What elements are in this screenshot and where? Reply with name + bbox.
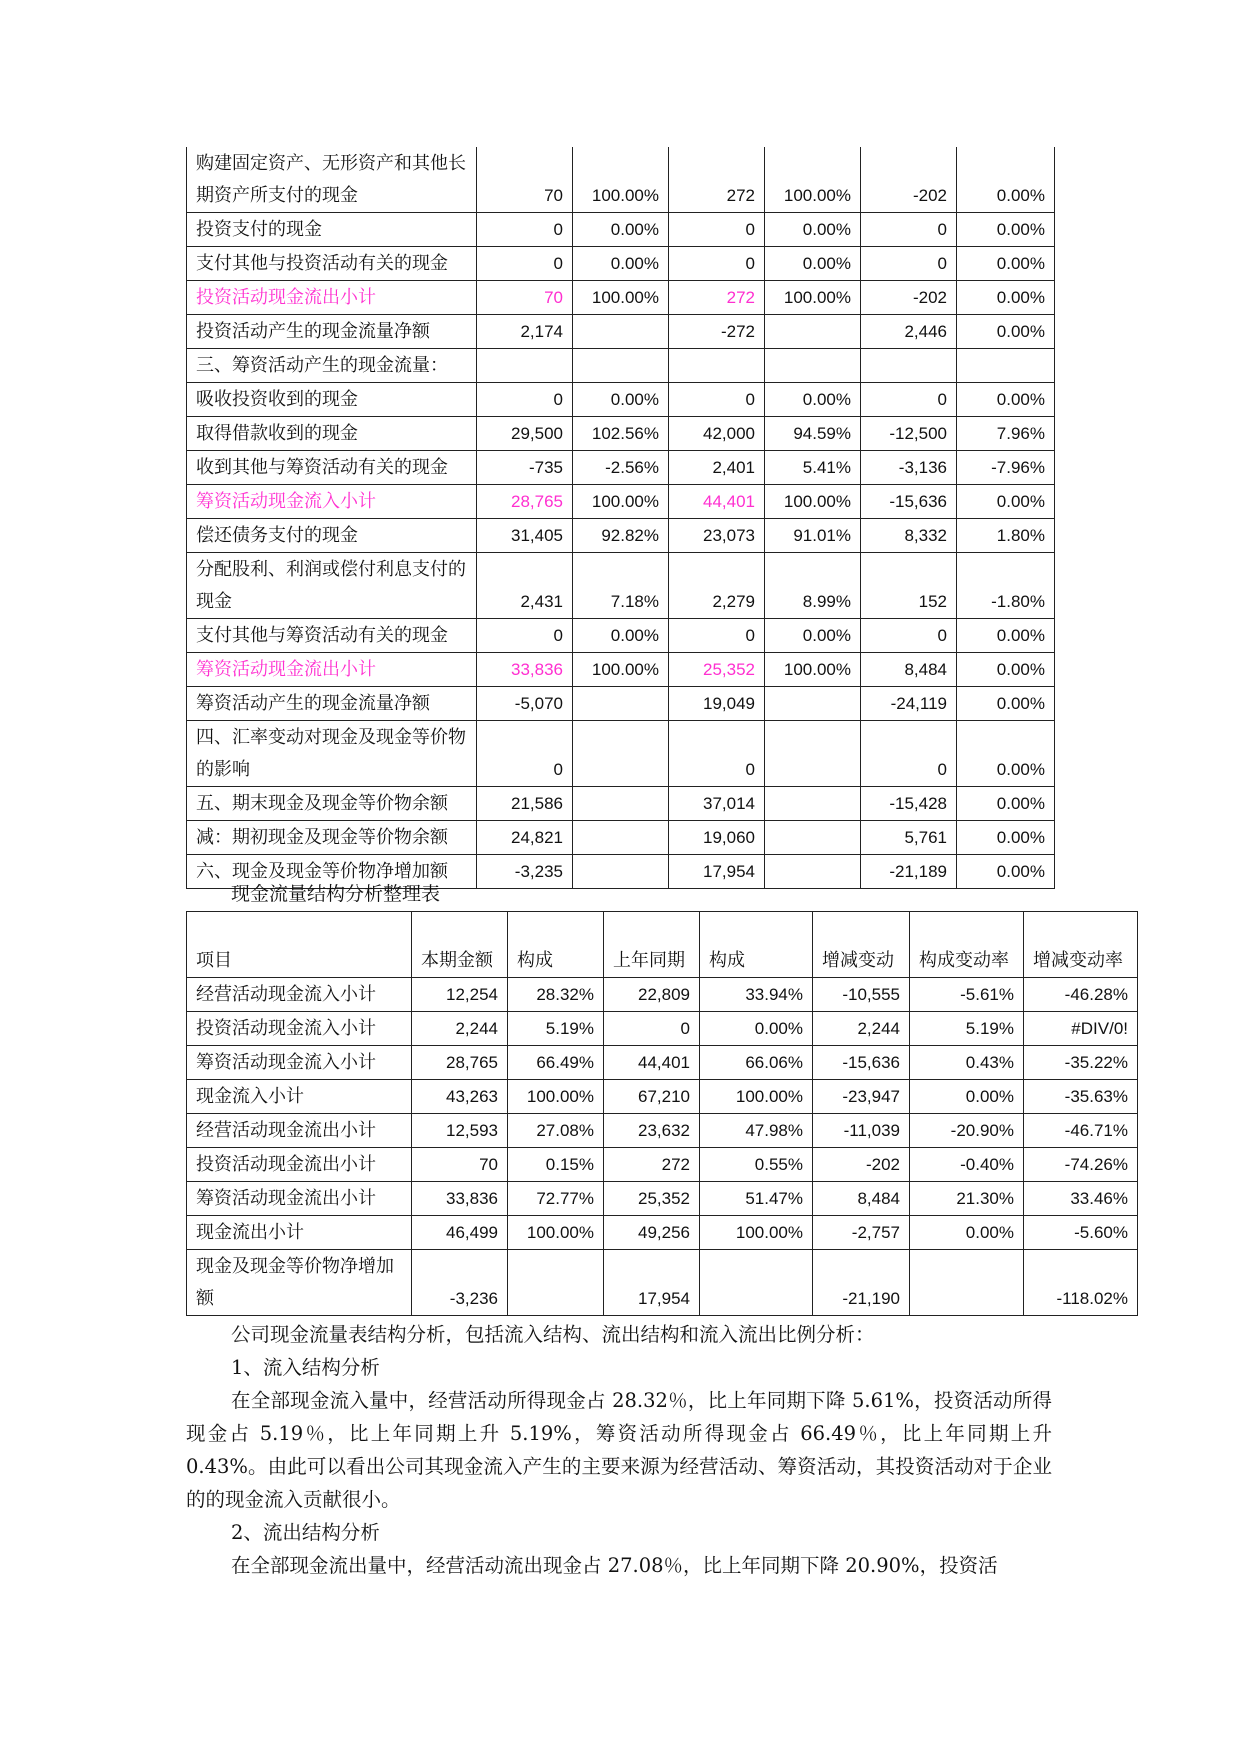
- current-amount-cell: 28,765: [412, 1046, 508, 1080]
- current-percent-cell: 100.00%: [573, 147, 669, 213]
- table-row: [187, 1250, 1138, 1316]
- row-label: 筹资活动产生的现金流量净额: [187, 687, 477, 721]
- current-percent-cell: 0.00%: [573, 247, 669, 281]
- table-row: [187, 519, 1055, 553]
- prior-amount-cell: 49,256: [604, 1216, 700, 1250]
- prior-percent-cell: [700, 1250, 813, 1316]
- structure-change-cell: 0.00%: [910, 1216, 1024, 1250]
- prior-amount-cell: 37,014: [669, 787, 765, 821]
- prior-percent-cell: 0.00%: [700, 1012, 813, 1046]
- current-amount-cell: 2,431: [477, 553, 573, 619]
- change-amount-cell: 8,484: [813, 1182, 910, 1216]
- prior-amount-cell: 23,073: [669, 519, 765, 553]
- current-amount-cell: -5,070: [477, 687, 573, 721]
- change-percent-cell: [957, 349, 1055, 383]
- change-percent-cell: 0.00%: [957, 383, 1055, 417]
- change-amount-cell: -15,636: [813, 1046, 910, 1080]
- current-percent-cell: [573, 721, 669, 787]
- current-percent-cell: 0.15%: [508, 1148, 604, 1182]
- col-header-item: 项目: [187, 912, 412, 978]
- structure-change-cell: -20.90%: [910, 1114, 1024, 1148]
- prior-percent-cell: [765, 787, 861, 821]
- change-amount-cell: 152: [861, 553, 957, 619]
- current-amount-cell: 0: [477, 247, 573, 281]
- prior-amount-cell: 0: [604, 1012, 700, 1046]
- prior-percent-cell: 91.01%: [765, 519, 861, 553]
- current-percent-cell: 100.00%: [508, 1216, 604, 1250]
- current-amount-cell: 0: [477, 619, 573, 653]
- col-header-current-amount: 本期金额: [412, 912, 508, 978]
- current-amount-cell: 70: [477, 281, 573, 315]
- row-label: 取得借款收到的现金: [187, 417, 477, 451]
- change-amount-cell: -2,757: [813, 1216, 910, 1250]
- section-heading-outflow: 2、流出结构分析: [231, 1521, 380, 1544]
- change-percent-cell: 0.00%: [957, 485, 1055, 519]
- row-label: 现金流出小计: [187, 1216, 412, 1250]
- prior-amount-cell: 42,000: [669, 417, 765, 451]
- section-heading-inflow: 1、流入结构分析: [231, 1356, 380, 1379]
- prior-amount-cell: 2,401: [669, 451, 765, 485]
- current-percent-cell: 28.32%: [508, 978, 604, 1012]
- row-label: 支付其他与筹资活动有关的现金: [187, 619, 477, 653]
- col-header-prior-period: 上年同期: [604, 912, 700, 978]
- change-percent-cell: 1.80%: [957, 519, 1055, 553]
- change-percent-cell: 0.00%: [957, 315, 1055, 349]
- prior-amount-cell: 22,809: [604, 978, 700, 1012]
- change-amount-cell: -3,136: [861, 451, 957, 485]
- prior-percent-cell: 100.00%: [765, 281, 861, 315]
- outflow-paragraph: 在全部现金流出量中，经营活动流出现金占 27.08％，比上年同期下降 20.90%，投资活: [231, 1554, 998, 1577]
- row-label: 四、汇率变动对现金及现金等价物的影响: [187, 721, 477, 787]
- table-row: [187, 315, 1055, 349]
- table-row: [187, 1148, 1138, 1182]
- current-percent-cell: 72.77%: [508, 1182, 604, 1216]
- change-percent-cell: 0.00%: [957, 653, 1055, 687]
- current-amount-cell: 2,174: [477, 315, 573, 349]
- current-percent-cell: 27.08%: [508, 1114, 604, 1148]
- structure-change-cell: -5.61%: [910, 978, 1024, 1012]
- prior-amount-cell: 44,401: [669, 485, 765, 519]
- prior-percent-cell: [765, 349, 861, 383]
- current-percent-cell: [573, 787, 669, 821]
- table-row: [187, 687, 1055, 721]
- change-percent-cell: 0.00%: [957, 855, 1055, 889]
- row-label: 现金流入小计: [187, 1080, 412, 1114]
- prior-percent-cell: 100.00%: [765, 653, 861, 687]
- change-amount-cell: -202: [813, 1148, 910, 1182]
- change-amount-cell: -24,119: [861, 687, 957, 721]
- table-row: [187, 417, 1055, 451]
- change-amount-cell: 2,446: [861, 315, 957, 349]
- table-row: [187, 619, 1055, 653]
- prior-percent-cell: [765, 315, 861, 349]
- prior-amount-cell: 19,049: [669, 687, 765, 721]
- table-row: [187, 653, 1055, 687]
- current-amount-cell: 33,836: [477, 653, 573, 687]
- table-row: [187, 247, 1055, 281]
- current-percent-cell: [508, 1250, 604, 1316]
- prior-percent-cell: [765, 721, 861, 787]
- change-amount-cell: 0: [861, 721, 957, 787]
- table-row: [187, 1046, 1138, 1080]
- row-label: 减：期初现金及现金等价物余额: [187, 821, 477, 855]
- prior-amount-cell: 25,352: [669, 653, 765, 687]
- change-amount-cell: -15,428: [861, 787, 957, 821]
- current-percent-cell: [573, 349, 669, 383]
- table-row: [187, 1114, 1138, 1148]
- prior-amount-cell: 17,954: [669, 855, 765, 889]
- prior-percent-cell: 100.00%: [700, 1216, 813, 1250]
- row-label: 收到其他与筹资活动有关的现金: [187, 451, 477, 485]
- change-amount-cell: -15,636: [861, 485, 957, 519]
- prior-amount-cell: 0: [669, 247, 765, 281]
- change-rate-cell: -118.02%: [1024, 1250, 1138, 1316]
- current-percent-cell: 5.19%: [508, 1012, 604, 1046]
- current-amount-cell: 21,586: [477, 787, 573, 821]
- table-row: [187, 553, 1055, 619]
- change-rate-cell: #DIV/0!: [1024, 1012, 1138, 1046]
- current-amount-cell: 0: [477, 383, 573, 417]
- change-percent-cell: 0.00%: [957, 687, 1055, 721]
- current-amount-cell: -735: [477, 451, 573, 485]
- change-rate-cell: -5.60%: [1024, 1216, 1138, 1250]
- prior-amount-cell: 44,401: [604, 1046, 700, 1080]
- prior-percent-cell: 94.59%: [765, 417, 861, 451]
- row-label: 偿还债务支付的现金: [187, 519, 477, 553]
- change-percent-cell: 0.00%: [957, 619, 1055, 653]
- change-amount-cell: 8,332: [861, 519, 957, 553]
- prior-percent-cell: 47.98%: [700, 1114, 813, 1148]
- change-amount-cell: [861, 349, 957, 383]
- row-label: 投资活动产生的现金流量净额: [187, 315, 477, 349]
- current-percent-cell: -2.56%: [573, 451, 669, 485]
- prior-percent-cell: 51.47%: [700, 1182, 813, 1216]
- change-amount-cell: 0: [861, 213, 957, 247]
- change-percent-cell: -1.80%: [957, 553, 1055, 619]
- current-amount-cell: 0: [477, 721, 573, 787]
- prior-amount-cell: 272: [604, 1148, 700, 1182]
- prior-percent-cell: [765, 855, 861, 889]
- analysis-text: [186, 1318, 1052, 1582]
- prior-percent-cell: 0.00%: [765, 619, 861, 653]
- change-amount-cell: 2,244: [813, 1012, 910, 1046]
- current-percent-cell: 102.56%: [573, 417, 669, 451]
- table-row: [187, 1182, 1138, 1216]
- current-percent-cell: 0.00%: [573, 213, 669, 247]
- row-label: 投资活动现金流出小计: [187, 281, 477, 315]
- cash-flow-statement-table: [186, 147, 1055, 889]
- current-amount-cell: 70: [477, 147, 573, 213]
- change-amount-cell: -202: [861, 147, 957, 213]
- current-percent-cell: [573, 821, 669, 855]
- table-row: [187, 485, 1055, 519]
- change-amount-cell: 0: [861, 247, 957, 281]
- current-amount-cell: 31,405: [477, 519, 573, 553]
- structure-change-cell: 0.43%: [910, 1046, 1024, 1080]
- row-label: 三、筹资活动产生的现金流量：: [187, 349, 477, 383]
- table-row: [187, 147, 1055, 213]
- prior-amount-cell: 19,060: [669, 821, 765, 855]
- prior-amount-cell: 0: [669, 721, 765, 787]
- current-percent-cell: 100.00%: [573, 485, 669, 519]
- change-percent-cell: 0.00%: [957, 213, 1055, 247]
- inflow-paragraph: 在全部现金流入量中，经营活动所得现金占 28.32％，比上年同期下降 5.61%，投资活动所得现金占 5.19％，比上年同期上升 5.19%，筹资活动所得现金占 66.49％，比上年同期上升 0.43%。由此可以看出公司其现金流入产生的主要来源为经营活动、筹资活动，其投资活动对于企业的的现金流入贡献很小。: [186, 1389, 1052, 1511]
- prior-amount-cell: 25,352: [604, 1182, 700, 1216]
- row-label: 经营活动现金流出小计: [187, 1114, 412, 1148]
- current-percent-cell: [573, 315, 669, 349]
- structure-change-cell: 5.19%: [910, 1012, 1024, 1046]
- change-rate-cell: -74.26%: [1024, 1148, 1138, 1182]
- current-percent-cell: 100.00%: [508, 1080, 604, 1114]
- current-amount-cell: -3,236: [412, 1250, 508, 1316]
- table-row: [187, 1080, 1138, 1114]
- current-percent-cell: 92.82%: [573, 519, 669, 553]
- change-percent-cell: 0.00%: [957, 721, 1055, 787]
- table-row: [187, 451, 1055, 485]
- row-label: 经营活动现金流入小计: [187, 978, 412, 1012]
- prior-percent-cell: 0.00%: [765, 213, 861, 247]
- prior-percent-cell: 66.06%: [700, 1046, 813, 1080]
- current-amount-cell: 33,836: [412, 1182, 508, 1216]
- change-rate-cell: -35.63%: [1024, 1080, 1138, 1114]
- structure-change-cell: -0.40%: [910, 1148, 1024, 1182]
- prior-percent-cell: 33.94%: [700, 978, 813, 1012]
- row-label: 投资活动现金流出小计: [187, 1148, 412, 1182]
- table-row: [187, 721, 1055, 787]
- table-row: [187, 349, 1055, 383]
- current-amount-cell: -3,235: [477, 855, 573, 889]
- row-label: 购建固定资产、无形资产和其他长期资产所支付的现金: [187, 147, 477, 213]
- prior-percent-cell: 0.00%: [765, 247, 861, 281]
- row-label: 投资支付的现金: [187, 213, 477, 247]
- current-percent-cell: 100.00%: [573, 653, 669, 687]
- prior-percent-cell: [765, 687, 861, 721]
- row-label: 现金及现金等价物净增加额: [187, 1250, 412, 1316]
- current-percent-cell: [573, 687, 669, 721]
- change-percent-cell: 0.00%: [957, 787, 1055, 821]
- current-amount-cell: 46,499: [412, 1216, 508, 1250]
- prior-percent-cell: 0.00%: [765, 383, 861, 417]
- table-header-row: [187, 912, 1138, 978]
- current-amount-cell: 24,821: [477, 821, 573, 855]
- change-percent-cell: 0.00%: [957, 147, 1055, 213]
- row-label: 筹资活动现金流出小计: [187, 653, 477, 687]
- prior-percent-cell: 100.00%: [765, 147, 861, 213]
- col-header-current-composition: 构成: [508, 912, 604, 978]
- prior-percent-cell: 0.55%: [700, 1148, 813, 1182]
- current-amount-cell: [477, 349, 573, 383]
- current-amount-cell: 43,263: [412, 1080, 508, 1114]
- current-amount-cell: 70: [412, 1148, 508, 1182]
- change-rate-cell: -35.22%: [1024, 1046, 1138, 1080]
- row-label: 六、现金及现金等价物净增加额: [187, 855, 477, 889]
- row-label: 五、期末现金及现金等价物余额: [187, 787, 477, 821]
- change-amount-cell: -21,189: [861, 855, 957, 889]
- current-percent-cell: 66.49%: [508, 1046, 604, 1080]
- prior-percent-cell: 100.00%: [765, 485, 861, 519]
- current-percent-cell: [573, 855, 669, 889]
- current-amount-cell: 28,765: [477, 485, 573, 519]
- prior-amount-cell: 23,632: [604, 1114, 700, 1148]
- table-row: [187, 787, 1055, 821]
- row-label: 支付其他与投资活动有关的现金: [187, 247, 477, 281]
- intro-paragraph: 公司现金流量表结构分析，包括流入结构、流出结构和流入流出比例分析：: [231, 1323, 875, 1346]
- current-amount-cell: 0: [477, 213, 573, 247]
- change-percent-cell: 0.00%: [957, 247, 1055, 281]
- current-amount-cell: 29,500: [477, 417, 573, 451]
- change-percent-cell: -7.96%: [957, 451, 1055, 485]
- current-percent-cell: 100.00%: [573, 281, 669, 315]
- prior-amount-cell: 17,954: [604, 1250, 700, 1316]
- col-header-structure-change-rate: 构成变动率: [910, 912, 1024, 978]
- change-rate-cell: 33.46%: [1024, 1182, 1138, 1216]
- row-label: 投资活动现金流入小计: [187, 1012, 412, 1046]
- current-percent-cell: 0.00%: [573, 619, 669, 653]
- structure-change-cell: [910, 1250, 1024, 1316]
- col-header-change-rate: 增减变动率: [1024, 912, 1138, 978]
- prior-percent-cell: 100.00%: [700, 1080, 813, 1114]
- change-amount-cell: -202: [861, 281, 957, 315]
- change-amount-cell: 5,761: [861, 821, 957, 855]
- change-amount-cell: 0: [861, 383, 957, 417]
- col-header-change: 增减变动: [813, 912, 910, 978]
- structure-change-cell: 21.30%: [910, 1182, 1024, 1216]
- change-amount-cell: -12,500: [861, 417, 957, 451]
- table-row: [187, 213, 1055, 247]
- prior-amount-cell: 272: [669, 281, 765, 315]
- prior-amount-cell: 2,279: [669, 553, 765, 619]
- prior-percent-cell: 8.99%: [765, 553, 861, 619]
- change-rate-cell: -46.28%: [1024, 978, 1138, 1012]
- current-percent-cell: 0.00%: [573, 383, 669, 417]
- change-amount-cell: -10,555: [813, 978, 910, 1012]
- table-row: [187, 821, 1055, 855]
- change-rate-cell: -46.71%: [1024, 1114, 1138, 1148]
- change-percent-cell: 7.96%: [957, 417, 1055, 451]
- current-amount-cell: 2,244: [412, 1012, 508, 1046]
- prior-amount-cell: 0: [669, 619, 765, 653]
- prior-percent-cell: 5.41%: [765, 451, 861, 485]
- structure-change-cell: 0.00%: [910, 1080, 1024, 1114]
- prior-amount-cell: 67,210: [604, 1080, 700, 1114]
- cash-flow-structure-table: [186, 911, 1138, 1316]
- current-percent-cell: 7.18%: [573, 553, 669, 619]
- col-header-prior-composition: 构成: [700, 912, 813, 978]
- row-label: 分配股利、利润或偿付利息支付的现金: [187, 553, 477, 619]
- structure-table-caption: 现金流量结构分析整理表: [231, 883, 441, 905]
- prior-amount-cell: [669, 349, 765, 383]
- change-percent-cell: 0.00%: [957, 281, 1055, 315]
- table-row: [187, 1012, 1138, 1046]
- change-amount-cell: -23,947: [813, 1080, 910, 1114]
- table-row: [187, 383, 1055, 417]
- change-amount-cell: -21,190: [813, 1250, 910, 1316]
- row-label: 吸收投资收到的现金: [187, 383, 477, 417]
- change-amount-cell: -11,039: [813, 1114, 910, 1148]
- row-label: 筹资活动现金流出小计: [187, 1182, 412, 1216]
- current-amount-cell: 12,254: [412, 978, 508, 1012]
- prior-amount-cell: -272: [669, 315, 765, 349]
- row-label: 筹资活动现金流入小计: [187, 1046, 412, 1080]
- row-label: 筹资活动现金流入小计: [187, 485, 477, 519]
- current-amount-cell: 12,593: [412, 1114, 508, 1148]
- prior-amount-cell: 0: [669, 213, 765, 247]
- table-row: [187, 281, 1055, 315]
- table-row: [187, 978, 1138, 1012]
- prior-amount-cell: 0: [669, 383, 765, 417]
- change-percent-cell: 0.00%: [957, 821, 1055, 855]
- table-row: [187, 1216, 1138, 1250]
- change-amount-cell: 8,484: [861, 653, 957, 687]
- prior-amount-cell: 272: [669, 147, 765, 213]
- change-amount-cell: 0: [861, 619, 957, 653]
- prior-percent-cell: [765, 821, 861, 855]
